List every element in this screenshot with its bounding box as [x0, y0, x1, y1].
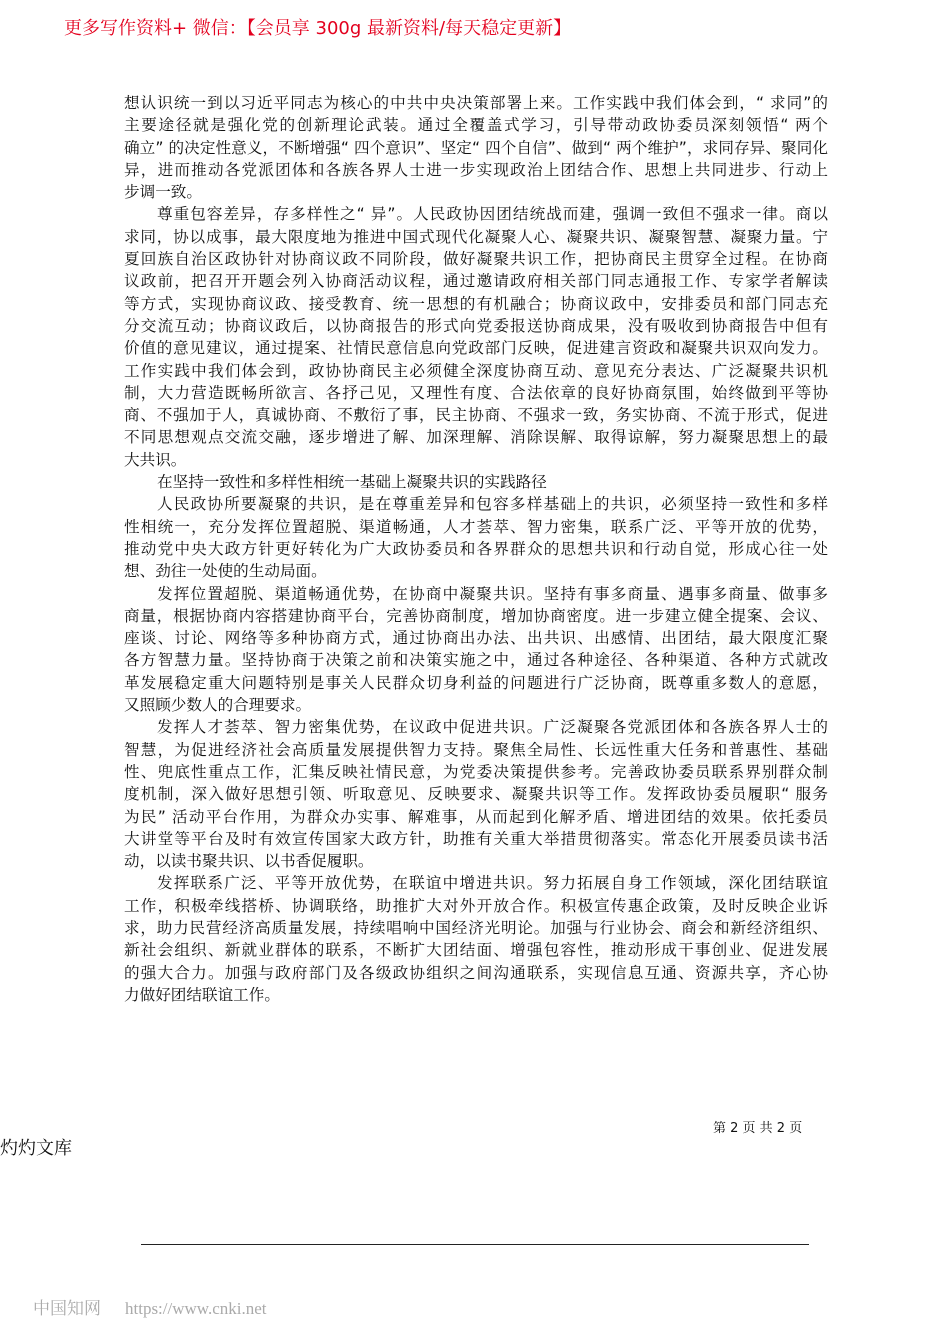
text-line: 智慧，为促进经济社会高质量发展提供智力支持。聚焦全局性、长远性重大任务和普惠性、基础 [124, 740, 828, 759]
watermark-url: https://www.cnki.net [125, 1299, 267, 1318]
paragraph [124, 583, 828, 717]
text-line: 度机制，深入做好思想引领、听取意见、反映要求、凝聚共识等工作。发挥政协委员履职“ 服务 [124, 785, 828, 804]
text-line: 求同，协以成事，最大限度地为推进中国式现代化凝聚人心、凝聚共识、凝聚智慧、凝聚力量。宁 [124, 227, 828, 246]
page-number: 第 2 页 共 2 页 [713, 1121, 803, 1136]
text-line: 想、劲往一处使的生动局面。 [124, 562, 327, 581]
text-line: 制，大力营造既畅所欲言、各抒己见，又理性有度、合法依章的良好协商氛围，始终做到平等协 [124, 383, 828, 402]
text-line: 价值的意见建议，通过提案、社情民意信息向党政部门反映，促进建言资政和凝聚共识双向发力。 [124, 339, 828, 358]
paragraph [124, 203, 828, 471]
text-line: 主要途径就是强化党的创新理论武装。通过全覆盖式学习，引导带动政协委员深刻领悟“ 两个 [124, 116, 828, 135]
paragraph [124, 872, 828, 1006]
paragraph [124, 716, 828, 872]
text-line: 大共识。 [124, 450, 187, 469]
text-line: 革发展稳定重大问题特别是事关人民群众切身利益的问题进行广泛协商，既尊重多数人的意愿， [124, 673, 828, 692]
text-line: 人民政协所要凝聚的共识，是在尊重差异和包容多样基础上的共识，必须坚持一致性和多样 [157, 495, 828, 514]
promo-banner: 更多写作资料+ 微信：【会员享 300g 最新资料/每天稳定更新】 [64, 18, 572, 39]
footer-divider [141, 1244, 809, 1245]
text-line: 工作，积极牵线搭桥、协调联络，助推扩大对外开放合作。积极宣传惠企政策，及时反映企业诉 [124, 896, 828, 915]
text-line: 的强大合力。加强与政府部门及各级政协组织之间沟通联系，实现信息互通、资源共享，齐心协 [124, 963, 828, 982]
text-line: 不同思想观点交流交融，逐步增进了解、加深理解、消除误解、取得谅解，努力凝聚思想上的最 [124, 428, 828, 447]
text-line: 步调一致。 [124, 183, 202, 202]
text-line: 尊重包容差异，存多样性之“ 异”。人民政协因团结统战而建，强调一致但不强求一律。商以 [157, 205, 828, 224]
section-heading [124, 471, 828, 493]
watermark [33, 1294, 291, 1319]
text-line: 为民” 活动平台作用，为群众办实事、解难事，从而起到化解矛盾、增进团结的效果。依托委员 [124, 807, 828, 826]
paragraph [124, 92, 828, 203]
text-line: 推动党中央大政方针更好转化为广大政协委员和各界群众的思想共识和行动自觉，形成心往一处 [124, 539, 828, 558]
text-line: 新社会组织、新就业群体的联系，不断扩大团结面、增强包容性，推动形成干事创业、促进发展 [124, 941, 828, 960]
text-line: 各方智慧力量。坚持协商于决策之前和决策实施之中，通过各种途径、各种渠道、各种方式就改 [124, 651, 828, 670]
text-line: 确立” 的决定性意义，不断增强“ 四个意识”、坚定“ 四个自信”、做到“ 两个维护”，求同存异、聚同化 [124, 138, 828, 157]
text-line: 工作实践中我们体会到，政协协商民主必须健全深度协商互动、意见充分表达、广泛凝聚共识机 [124, 361, 828, 380]
text-line: 又照顾少数人的合理要求。 [124, 696, 312, 715]
text-line: 分交流互动；协商议政后，以协商报告的形式向党委报送协商成果，没有吸收到协商报告中但有 [124, 316, 828, 335]
text-line: 座谈、讨论、网络等多种协商方式，通过协商出办法、出共识、出感情、出团结，最大限度汇聚 [124, 629, 828, 648]
text-line: 大讲堂等平台及时有效宣传国家大政方针，助推有关重大举措贯彻落实。常态化开展委员读书活 [124, 829, 828, 848]
paragraph [124, 493, 828, 582]
text-line: 求，助力民营经济高质量发展，持续唱响中国经济光明论。加强与行业协会、商会和新经济组织、 [124, 918, 828, 937]
text-line: 性相统一，充分发挥位置超脱、渠道畅通，人才荟萃、智力密集，联系广泛、平等开放的优势， [124, 517, 828, 536]
text-line: 动，以读书聚共识、以书香促履职。 [124, 852, 374, 871]
text-line: 发挥人才荟萃、智力密集优势，在议政中促进共识。广泛凝聚各党派团体和各族各界人士的 [157, 718, 828, 737]
text-line: 异，进而推动各党派团体和各族各界人士进一步实现政治上团结合作、思想上共同进步、行动上 [124, 160, 828, 179]
text-line: 性、兜底性重点工作，汇集反映社情民意，为党委决策提供参考。完善政协委员联系界别群众制 [124, 762, 828, 781]
text-line: 议政前，把召开开题会列入协商活动议程，通过邀请政府相关部门同志通报工作、专家学者解读 [124, 272, 828, 291]
text-line: 夏回族自治区政协针对协商议政不同阶段，做好凝聚共识工作，把协商民主贯穿全过程。在协商 [124, 250, 828, 269]
document-body [124, 92, 828, 1006]
text-line: 商量，根据协商内容搭建协商平台，完善协商制度，增加协商密度。进一步建立健全提案、会议、 [124, 606, 828, 625]
text-line: 力做好团结联谊工作。 [124, 985, 280, 1004]
text-line: 商、不强加于人，真诚协商、不敷衍了事，民主协商、不强求一致，务实协商、不流于形式，促进 [124, 406, 828, 425]
watermark-name: 中国知网 [33, 1299, 101, 1318]
text-line: 等方式，实现协商议政、接受教育、统一思想的有机融合；协商议政中，安排委员和部门同志充 [124, 294, 828, 313]
brand-label: 灼灼文库 [0, 1138, 72, 1159]
text-line: 想认识统一到以习近平同志为核心的中共中央决策部署上来。工作实践中我们体会到，“ 求同”的 [124, 94, 828, 112]
text-line: 发挥联系广泛、平等开放优势，在联谊中增进共识。努力拓展自身工作领域，深化团结联谊 [157, 874, 828, 893]
text-line: 在坚持一致性和多样性相统一基础上凝聚共识的实践路径 [157, 473, 547, 492]
text-line: 发挥位置超脱、渠道畅通优势，在协商中凝聚共识。坚持有事多商量、遇事多商量、做事多 [157, 584, 828, 603]
